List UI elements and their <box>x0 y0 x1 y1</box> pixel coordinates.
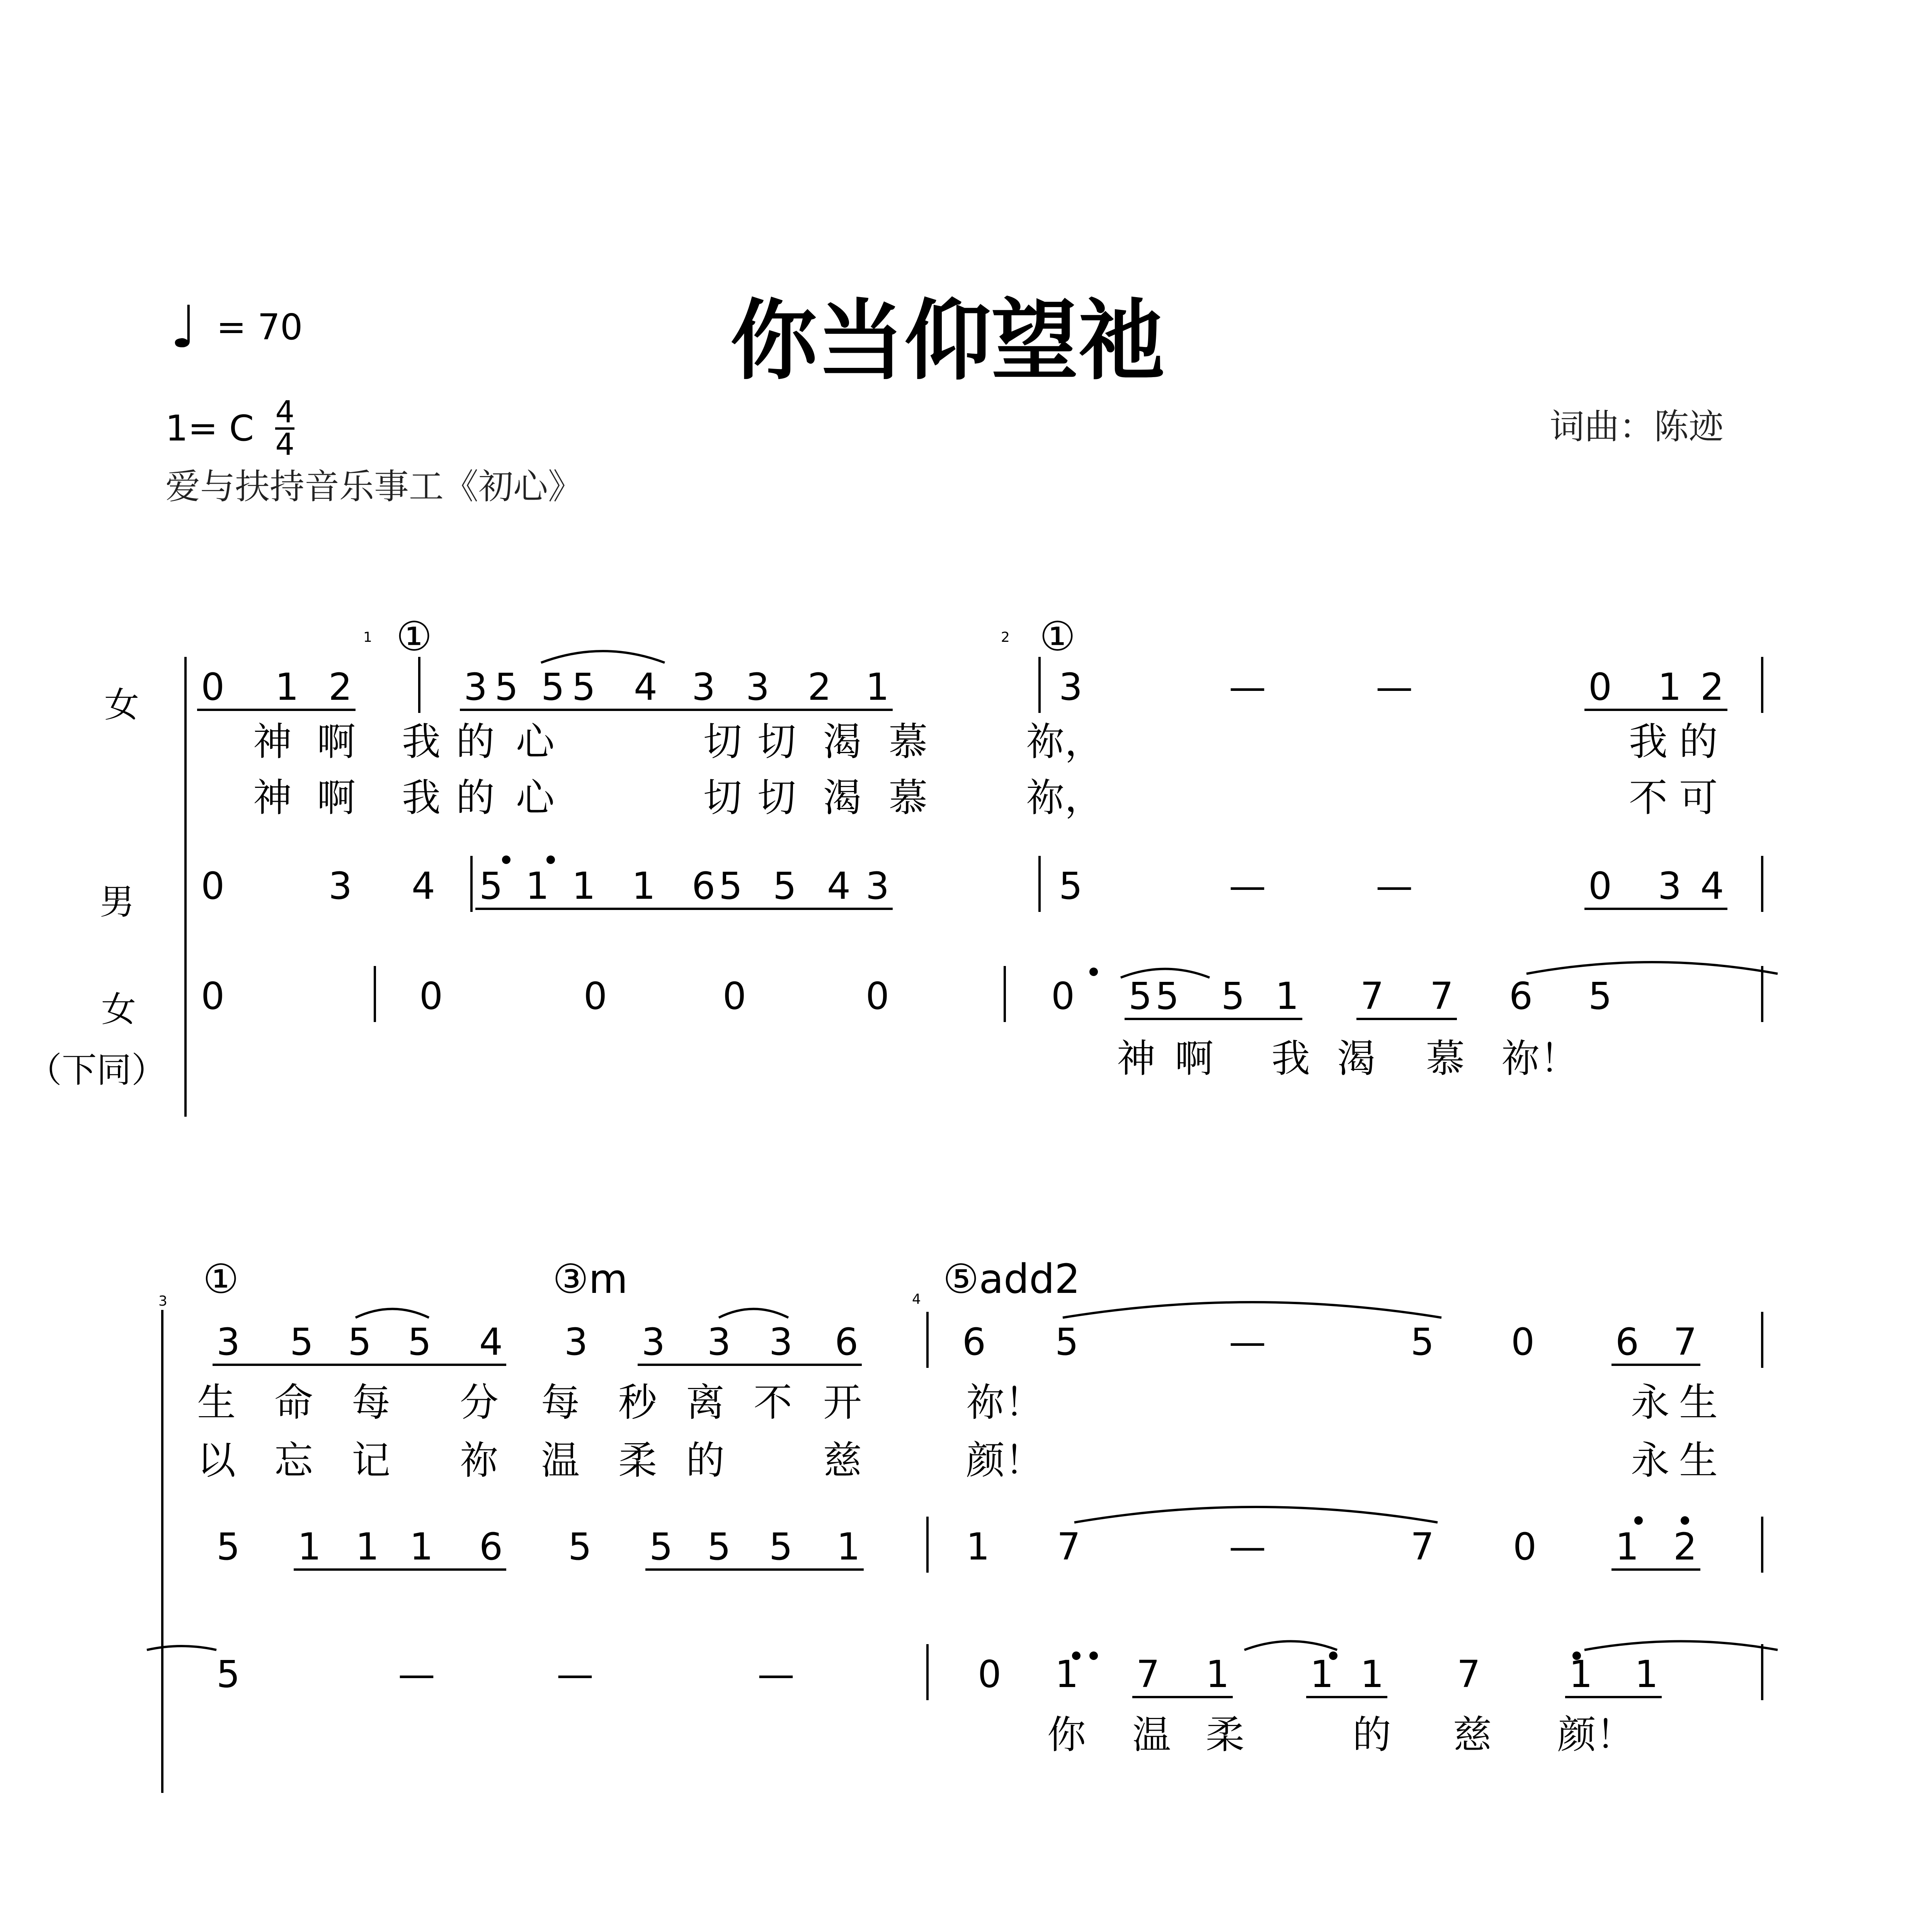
octave-dot <box>1089 1651 1098 1660</box>
jianpu-note: 1 <box>298 1525 322 1568</box>
tie-arc <box>1063 1302 1441 1318</box>
part-label-female: 女 <box>104 685 139 725</box>
jianpu-note: 3 <box>642 1320 665 1364</box>
jianpu-note: 5 <box>290 1320 314 1364</box>
jianpu-note: 0 <box>201 864 225 908</box>
lyric-syllable: 不 <box>754 1380 792 1425</box>
tempo-value: = 70 <box>216 306 303 348</box>
time-bottom: 4 <box>275 427 294 463</box>
lyric-syllable: 祢， <box>1026 719 1103 764</box>
jianpu-note: 3 <box>564 1320 588 1364</box>
tie-arc <box>1526 962 1778 974</box>
lyric-syllable: 神 <box>1117 1036 1155 1081</box>
bar-symbol <box>997 978 1009 1015</box>
lyric-syllable: 切 <box>703 719 742 764</box>
lyric-syllable: 不 <box>1629 775 1668 820</box>
lyric-syllable: 心 <box>516 719 555 764</box>
jianpu-note: 5 <box>707 1525 731 1568</box>
tie-arc <box>541 651 665 663</box>
jianpu-note: 6 <box>1615 1320 1639 1364</box>
lyric-syllable: 祢， <box>1026 775 1103 820</box>
lyric-syllable: 啊 <box>317 775 356 820</box>
jianpu-note: 1 <box>966 1525 990 1568</box>
tempo-marking <box>170 294 303 361</box>
jianpu-note: 7 <box>1360 975 1384 1018</box>
chord-symbol: ① <box>1040 613 1076 660</box>
jianpu-note: 0 <box>723 975 747 1018</box>
lyric-syllable: 切 <box>757 775 796 820</box>
lyric-syllable: 永 <box>1631 1380 1669 1425</box>
jianpu-note: 2 <box>1700 665 1724 709</box>
dash-note: — <box>1229 1525 1266 1568</box>
lyric-syllable: 慈 <box>1453 1712 1492 1757</box>
jianpu-note: 1 <box>526 864 550 908</box>
chord-symbol: ① <box>203 1255 239 1303</box>
jianpu-note: 0 <box>584 975 607 1018</box>
jianpu-note: 0 <box>419 975 443 1018</box>
octave-dot <box>1634 1516 1643 1525</box>
composer-credit: 词曲：陈迹 <box>1550 406 1724 447</box>
chord-symbol: ③m <box>553 1255 628 1303</box>
key-label: 1= C <box>165 408 254 449</box>
jianpu-note: 0 <box>1588 864 1612 908</box>
lyric-syllable: 颜！ <box>1557 1712 1635 1757</box>
lyric-syllable: 我 <box>1629 719 1668 764</box>
jianpu-note: 3 <box>1658 864 1682 908</box>
chord-symbol: ① <box>396 613 432 660</box>
part-label-female2: 女 <box>101 989 136 1030</box>
octave-dot <box>502 855 510 864</box>
jianpu-note: 2 <box>328 665 352 709</box>
jianpu-note: 1 <box>1658 665 1682 709</box>
part-label-female2-note: （下同） <box>27 1050 166 1090</box>
jianpu-note: 4 <box>412 864 436 908</box>
lyric-syllable: 的 <box>1679 719 1718 764</box>
measure-number-2: 2 <box>1001 629 1010 645</box>
jianpu-note: 1 <box>1360 1653 1384 1696</box>
measure-number-4: 4 <box>912 1291 921 1307</box>
lyric-syllable: 祢！ <box>966 1380 1043 1425</box>
bar-symbol <box>920 1528 932 1565</box>
time-top: 4 <box>275 395 294 430</box>
lyric-syllable: 慈 <box>823 1438 862 1483</box>
dash-note: — <box>757 1653 795 1696</box>
jianpu-note: 1 <box>572 864 596 908</box>
jianpu-note: 4 <box>479 1320 503 1364</box>
measure-number-3: 3 <box>158 1293 167 1309</box>
jianpu-note: 0 <box>1051 975 1075 1018</box>
lyric-syllable: 每 <box>352 1380 390 1425</box>
tie-arc <box>1244 1641 1337 1650</box>
bar-symbol <box>920 1323 932 1361</box>
jianpu-note: 5 <box>1411 1320 1434 1364</box>
lyric-syllable: 以 <box>197 1438 236 1483</box>
jianpu-note: 1 <box>866 665 890 709</box>
jianpu-note: 0 <box>1513 1525 1537 1568</box>
jianpu-note: 3 <box>464 665 488 709</box>
lyric-syllable: 啊 <box>317 719 356 764</box>
lyric-syllable: 生 <box>1679 1380 1718 1425</box>
lyric-syllable: 的 <box>456 775 495 820</box>
jianpu-note: 7 <box>1430 975 1454 1018</box>
lyric-syllable: 神 <box>253 775 292 820</box>
jianpu-note: 5 <box>1055 1320 1079 1364</box>
jianpu-note: 5 <box>1059 864 1083 908</box>
dash-note: — <box>1376 864 1413 908</box>
key-signature <box>165 395 294 463</box>
jianpu-note: 7 <box>1457 1653 1481 1696</box>
album-source: 爱与扶持音乐事工《初心》 <box>165 466 583 507</box>
part-label-male: 男 <box>100 882 134 922</box>
lyric-syllable: 生 <box>1679 1438 1718 1483</box>
octave-dot <box>1089 968 1098 976</box>
lyric-syllable: 慕 <box>889 719 927 764</box>
lyric-syllable: 我 <box>402 775 441 820</box>
lyric-syllable: 每 <box>541 1380 580 1425</box>
lyric-syllable: 心 <box>516 775 555 820</box>
jianpu-note: 5 <box>1588 975 1612 1018</box>
jianpu-note: 1 <box>1310 1653 1334 1696</box>
jianpu-note: 4 <box>634 665 658 709</box>
jianpu-note: 2 <box>1673 1525 1697 1568</box>
tie-arc <box>1584 1641 1778 1650</box>
jianpu-note: 7 <box>1673 1320 1697 1364</box>
measure-number-1: 1 <box>363 629 372 645</box>
lyric-syllable: 渴 <box>823 775 862 820</box>
lyric-syllable: 渴 <box>1337 1036 1376 1081</box>
lyric-syllable: 生 <box>197 1380 236 1425</box>
lyric-syllable: 啊 <box>1175 1036 1213 1081</box>
quarter-note-icon: ♩ <box>170 294 197 361</box>
tie-arc <box>147 1646 216 1650</box>
jianpu-note: 1 <box>837 1525 861 1568</box>
jianpu-note: 6 <box>1509 975 1533 1018</box>
lyric-syllable: 渴 <box>823 719 862 764</box>
jianpu-note: 6 <box>692 864 716 908</box>
lyric-syllable: 切 <box>703 775 742 820</box>
jianpu-note: 5 <box>769 1525 793 1568</box>
jianpu-note: 3 <box>769 1320 793 1364</box>
jianpu-note: 5 <box>216 1525 240 1568</box>
lyric-syllable: 永 <box>1631 1438 1669 1483</box>
jianpu-note: 1 <box>275 665 299 709</box>
lyric-syllable: 忘 <box>274 1438 313 1483</box>
lyric-syllable: 记 <box>352 1438 390 1483</box>
lyric-syllable: 祢 <box>460 1438 499 1483</box>
lyric-syllable: 的 <box>1353 1712 1391 1757</box>
jianpu-note: 3 <box>707 1320 731 1364</box>
page-title: 你当仰望祂 <box>730 290 1165 392</box>
jianpu-note: 1 <box>1206 1653 1230 1696</box>
lyric-syllable: 命 <box>274 1380 313 1425</box>
jianpu-note: 1 <box>1055 1653 1079 1696</box>
jianpu-note: 1 <box>1635 1653 1659 1696</box>
jianpu-note: 1 <box>1615 1525 1639 1568</box>
tie-arc <box>719 1309 788 1318</box>
jianpu-note: 7 <box>1057 1525 1081 1568</box>
dash-note: — <box>1229 665 1266 709</box>
lyric-syllable: 颜！ <box>966 1438 1043 1483</box>
lyric-syllable: 祢！ <box>1501 1036 1579 1081</box>
time-signature <box>275 395 294 463</box>
bar-symbol <box>1032 867 1044 905</box>
lyric-syllable: 可 <box>1679 775 1718 820</box>
jianpu-note: 5 <box>479 864 503 908</box>
lyric-syllable: 离 <box>686 1380 725 1425</box>
jianpu-note: 6 <box>479 1525 503 1568</box>
jianpu-note: 0 <box>1511 1320 1535 1364</box>
jianpu-note: 5 <box>216 1653 240 1696</box>
jianpu-note: 1 <box>410 1525 434 1568</box>
jianpu-note: 6 <box>962 1320 986 1364</box>
jianpu-note: 7 <box>1136 1653 1160 1696</box>
jianpu-note: 1 <box>1569 1653 1593 1696</box>
lyric-syllable: 秒 <box>618 1380 657 1425</box>
lyric-syllable: 我 <box>1271 1036 1310 1081</box>
lyric-syllable: 的 <box>456 719 495 764</box>
jianpu-note: 5 <box>348 1320 372 1364</box>
jianpu-note: 3 <box>328 864 352 908</box>
lyric-syllable: 我 <box>402 719 441 764</box>
lyric-syllable: 切 <box>757 719 796 764</box>
bar-symbol <box>412 668 424 706</box>
jianpu-note: 6 <box>835 1320 859 1364</box>
bar-symbol <box>920 1656 932 1693</box>
lyric-syllable: 慕 <box>889 775 927 820</box>
jianpu-note: 2 <box>808 665 832 709</box>
jianpu-note: 3 <box>866 864 890 908</box>
jianpu-note: 3 <box>216 1320 240 1364</box>
jianpu-note: 1 <box>356 1525 379 1568</box>
jianpu-note: 5 <box>1128 975 1152 1018</box>
jianpu-note: 4 <box>827 864 851 908</box>
jianpu-note: 5 <box>719 864 743 908</box>
jianpu-note: 3 <box>746 665 770 709</box>
jianpu-note: 5 <box>773 864 797 908</box>
octave-dot <box>1681 1516 1689 1525</box>
jianpu-note: 4 <box>1700 864 1724 908</box>
lyric-syllable: 你 <box>1047 1712 1086 1757</box>
jianpu-note: 5 <box>495 665 519 709</box>
jianpu-note: 7 <box>1411 1525 1434 1568</box>
jianpu-note: 5 <box>1221 975 1245 1018</box>
jianpu-note: 0 <box>978 1653 1002 1696</box>
lyric-syllable: 的 <box>686 1438 725 1483</box>
jianpu-note: 0 <box>201 975 225 1018</box>
jianpu-note: 1 <box>632 864 656 908</box>
jianpu-note: 5 <box>572 665 596 709</box>
lyric-syllable: 慕 <box>1426 1036 1465 1081</box>
jianpu-note: 0 <box>1588 665 1612 709</box>
jianpu-note: 3 <box>692 665 716 709</box>
lyric-syllable: 温 <box>541 1438 580 1483</box>
dash-note: — <box>1376 665 1413 709</box>
jianpu-note: 1 <box>1275 975 1299 1018</box>
octave-dot <box>546 855 555 864</box>
lyric-syllable: 神 <box>253 719 292 764</box>
jianpu-note: 5 <box>408 1320 432 1364</box>
chord-symbol: ⑤add2 <box>943 1255 1081 1303</box>
lyric-syllable: 开 <box>823 1380 862 1425</box>
lyric-syllable: 温 <box>1132 1712 1171 1757</box>
tie-arc <box>1074 1507 1438 1522</box>
dash-note: — <box>556 1653 594 1696</box>
jianpu-note: 0 <box>201 665 225 709</box>
jianpu-note: 0 <box>866 975 890 1018</box>
dash-note: — <box>398 1653 435 1696</box>
lyric-syllable: 柔 <box>618 1438 657 1483</box>
bar-symbol <box>464 867 476 905</box>
jianpu-note: 5 <box>568 1525 592 1568</box>
jianpu-note: 3 <box>1059 665 1083 709</box>
dash-note: — <box>1229 1320 1266 1364</box>
jianpu-note: 5 <box>1155 975 1179 1018</box>
lyric-syllable: 柔 <box>1206 1712 1244 1757</box>
bar-symbol <box>1032 668 1044 706</box>
dash-note: — <box>1229 864 1266 908</box>
tie-arc <box>356 1309 429 1318</box>
bar-symbol <box>367 978 379 1015</box>
jianpu-note: 5 <box>649 1525 673 1568</box>
jianpu-note: 5 <box>541 665 565 709</box>
lyric-syllable: 分 <box>460 1380 499 1425</box>
